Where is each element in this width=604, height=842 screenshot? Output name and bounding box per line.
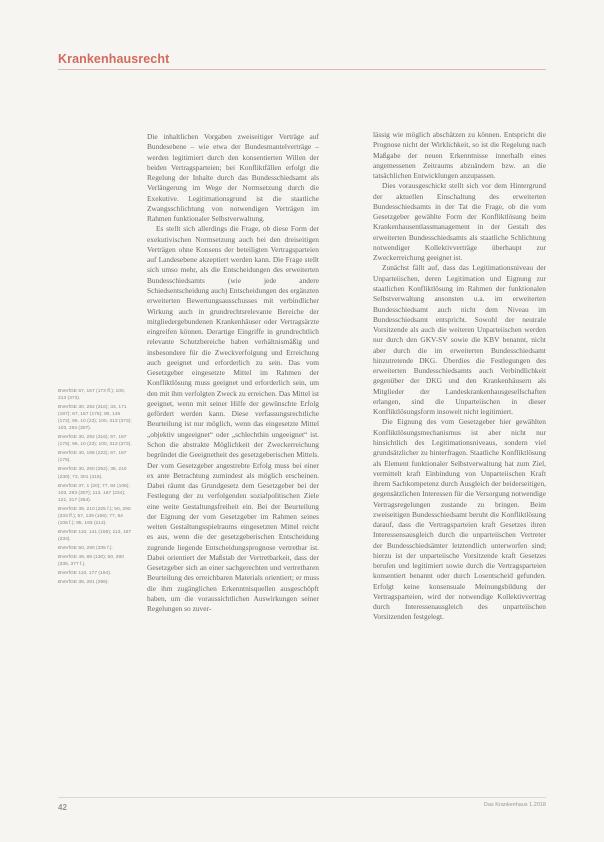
body-column-left [147, 132, 319, 614]
footnote: BVerfGE 30, 292 (316); 67, 157 (175); 96, 10 (23); 100, 313 (373). [58, 435, 132, 448]
section-title: Krankenhausrecht [58, 52, 170, 66]
footnote: BVerfGE 37, 1 (20); 77, 84 (106); 103, 293 (307); 113, 167 (234); 121, 317 (354). [58, 483, 130, 503]
header-divider [58, 69, 546, 70]
journal-reference: Das Krankenhaus 1.2018 [483, 802, 546, 808]
paragraph: lässig wie möglich abschätzen zu können. Entspricht die Prognose nicht der Wirklichkeit, so ist die Regelung nach Maßgabe der neuen Erkenntnisse innerhalb eines angemessenen Zeitraums abzuändern bzw. an die tatsächlichen Entwicklungen anzupassen. [373, 130, 546, 181]
footnote: BVerfGE 50, 290 (335 f.). [58, 545, 113, 551]
footnote: BVerfGE 110, 141 (158); 113, 167 (234). [58, 529, 132, 542]
footnote: BVerfGE 67, 157 (173 ff.); 100, 313 (373). [58, 389, 126, 402]
footnote: BVerfGE 38, 281 (299). [58, 580, 109, 586]
footer-divider [58, 797, 546, 798]
page-number: 42 [58, 803, 67, 812]
paragraph: Zunächst fällt auf, dass das Legitimationsniveau der Unparteiischen, deren Legitimation und Eignung zur staatlichen Konfliktlösung im Rahmen der funktionalen Selbstverwaltung ansonsten u.a. im erweiterten Bundesschiedsamt auch nicht dem Niveau im Bundesschiedsamt entspricht. Sowohl der neutrale Vorsitzende als auch die weiteren Unparteiischen werden nur durch den GKV-SV sowie die KBV benannt, nicht aber durch die im erweiterten Bundesschiedsamt hinzutretende DKG. Überdies die Festlegungen des erweiterten Bundesschiedsamts auch Verbindlichkeit gegenüber der DKG und den Krankenhäusern als Mitglieder der Landeskrankenhausgesellschaften erlangen, sind die Unparteiischen in dieser Konfliktlösungsform insoweit nicht legitimiert. [373, 263, 546, 417]
footnote: BVerfGE 40, 196 (222); 67, 157 (175). [58, 451, 127, 464]
paragraph: Es stellt sich allerdings die Frage, ob diese Form der exekutivischen Normsetzung auch bei den dreiseitigen Verträgen ohne Konsens der beteiligten Vertragsparteien auf Landesebene akzeptiert werden kann. Die Frage stellt sich umso mehr, als die Entscheidungen des erweiterten Bundesschiedsamts (wie jede andere Schiedsentscheidung auch) Entscheidungen des ergänzten erweiterten Bewertungsausschusses mit verbindlicher Wirkung auch in grundrechtsrelevante Bereiche der mitgliedergebundenen Krankenhäuser oder Vertragsärzte eingreifen können. Derartige Eingriffe in grundrechtlich relevante Schutzbereiche haben verhältnismäßig und insbesondere für die Zweckverfolgung und Erreichung auch geeignet und erforderlich zu sein. Das vom Gesetzgeber eingesetzte Mittel im Rahmen der Konfliktlösung muss geeignet und erforderlich sein, um den mit ihm verfolgten Zweck zu erreichen. Das Mittel ist geeignet, wenn mit seiner Hilfe der gewünschte Erfolg gefördert werden kann. Diese verfassungsrechtliche Beurteilung ist nur möglich, wenn das eingesetzte Mittel „objektiv ungeeignet“ oder „schlechthin ungeeignet“ ist. Schon die abstrakte Möglichkeit der Zweckerreichung begründet die Geeignetheit des gesetzgeberischen Mittels. Der vom Gesetzgeber angestrebte Erfolg muss bei einer ex ante Betrachtung zumindest als möglich erscheinen. Dabei räumt das Grundgesetz dem Gesetzgeber bei der Festlegung der zu verfolgenden sozialpolitischen Ziele eine weite Gestaltungsfreiheit ein. Bei der Beurteilung der Eignung der vom Gesetzgeber im Rahmen seines weiten Gestaltungsspielraums eingesetzten Mittel reicht es aus, wenn die der gesetzgeberischen Entscheidung zugrunde liegende Entscheidungsprognose vertretbar ist. Dabei orientiert der Maßstab der Vertretbarkeit, dass der Gesetzgeber sich an einer sachgerechten und vertretbaren Beurteilung des erreichbaren Materials orientiert; er muss die ihm zugänglichen Erkenntnisquellen ausgeschöpft haben, um die voraussichtlichen Auswirkungen seiner Regelungen so zuver- [147, 224, 319, 614]
footnote: BVerfGE 39, 210 (225 f.); 50, 290 (333 ff.); 57, 139 (159); 77, 84 (106 f.); 95, 193 (214). [58, 506, 131, 526]
paragraph: Dies vorausgeschickt stellt sich vor dem Hintergrund der aktuellen Einschaltung des erweiterten Bundesschiedsamts in der Tat die Frage, ob die vom Gesetzgeber gewählte Form der Konfliktlösung beim Krankenhausentlassmanagement in der Gestalt des erweiterten Bundesschiedsamts als staatliche Schlichtung notwendiger Kollektivverträge überhaupt zur Zweckerreichung geeignet ist. [373, 181, 546, 263]
footnote: BVerfGE 30, 250 (262); 39, 210 (230); 73, 301 (316). [58, 467, 127, 480]
paragraph: Die Eignung des vom Gesetzgeber hier gewählten Konfliktlösungsmechanismus ist aber nicht nur hinsichtlich des Legitimationsniveaus, sondern viel grundsätzlicher zu hinterfragen. Staatliche Konfliktlösung als Element funktionaler Selbstverwaltung hat zum Ziel, vermittelt kraft Einbindung von Unparteiischen Kraft ihrem Sachkompetenz durch Ausgleich der beiderseitigen, gegensätzlichen Interessen für die Versorgung notwendige Vertragsregelungen zustande zu bringen. Beim zweiseitigen Bundesschiedsamt beruht die Konfliktlösung darauf, dass die Vertragsparteien kraft Gesetzes ihren Interessensausgleich durch die unparteiischen Vertreter der Bundesschiedsämter letztendlich unterworfen sind; hierzu ist der unparteiische Vorsitzende kraft Gesetzes berufen und legitimiert sowie durch die Vertragsparteien konsentiert benannt oder durch Losentscheid gefunden. Erfolgt keine konsensuale Meinungsbildung der Vertragsparteien, wird der notwendige Kollektivvertrag durch Interessenausgleich des unparteiischen Vorsitzenden festgelegt. [373, 417, 546, 622]
footnote-column [58, 388, 134, 588]
body-column-right [373, 130, 546, 623]
footnote: BVerfGE 49, 89 (130); 50, 290 (335, 377 f.). [58, 554, 124, 568]
paragraph: Die inhaltlichen Vorgaben zweiseitiger Verträge auf Bundesebene – wie etwa der Bundesmantelverträge – werden legitimiert durch den konsentierten Willen der beiden Vertragsparteien; bei Konfliktfällen erfolgt die Regelung der Inhalte durch das Bundesschiedsamt als Verlängerung im Wege der Normsetzung durch die Exekutive. Legitimationsgrund ist die staatliche Zwangsschlichtung von notwendigen Verträgen im Rahmen funktionaler Selbstverwaltung. [147, 132, 319, 224]
footnote: BVerfGE 30, 292 (316); 33, 171 (187); 67, 157 (175); 90, 145 (172); 96, 10 (23); 100, 313 (373); 103, 293 (307). [58, 405, 132, 432]
footnote: BVerfGE 110, 177 (194). [58, 571, 112, 577]
